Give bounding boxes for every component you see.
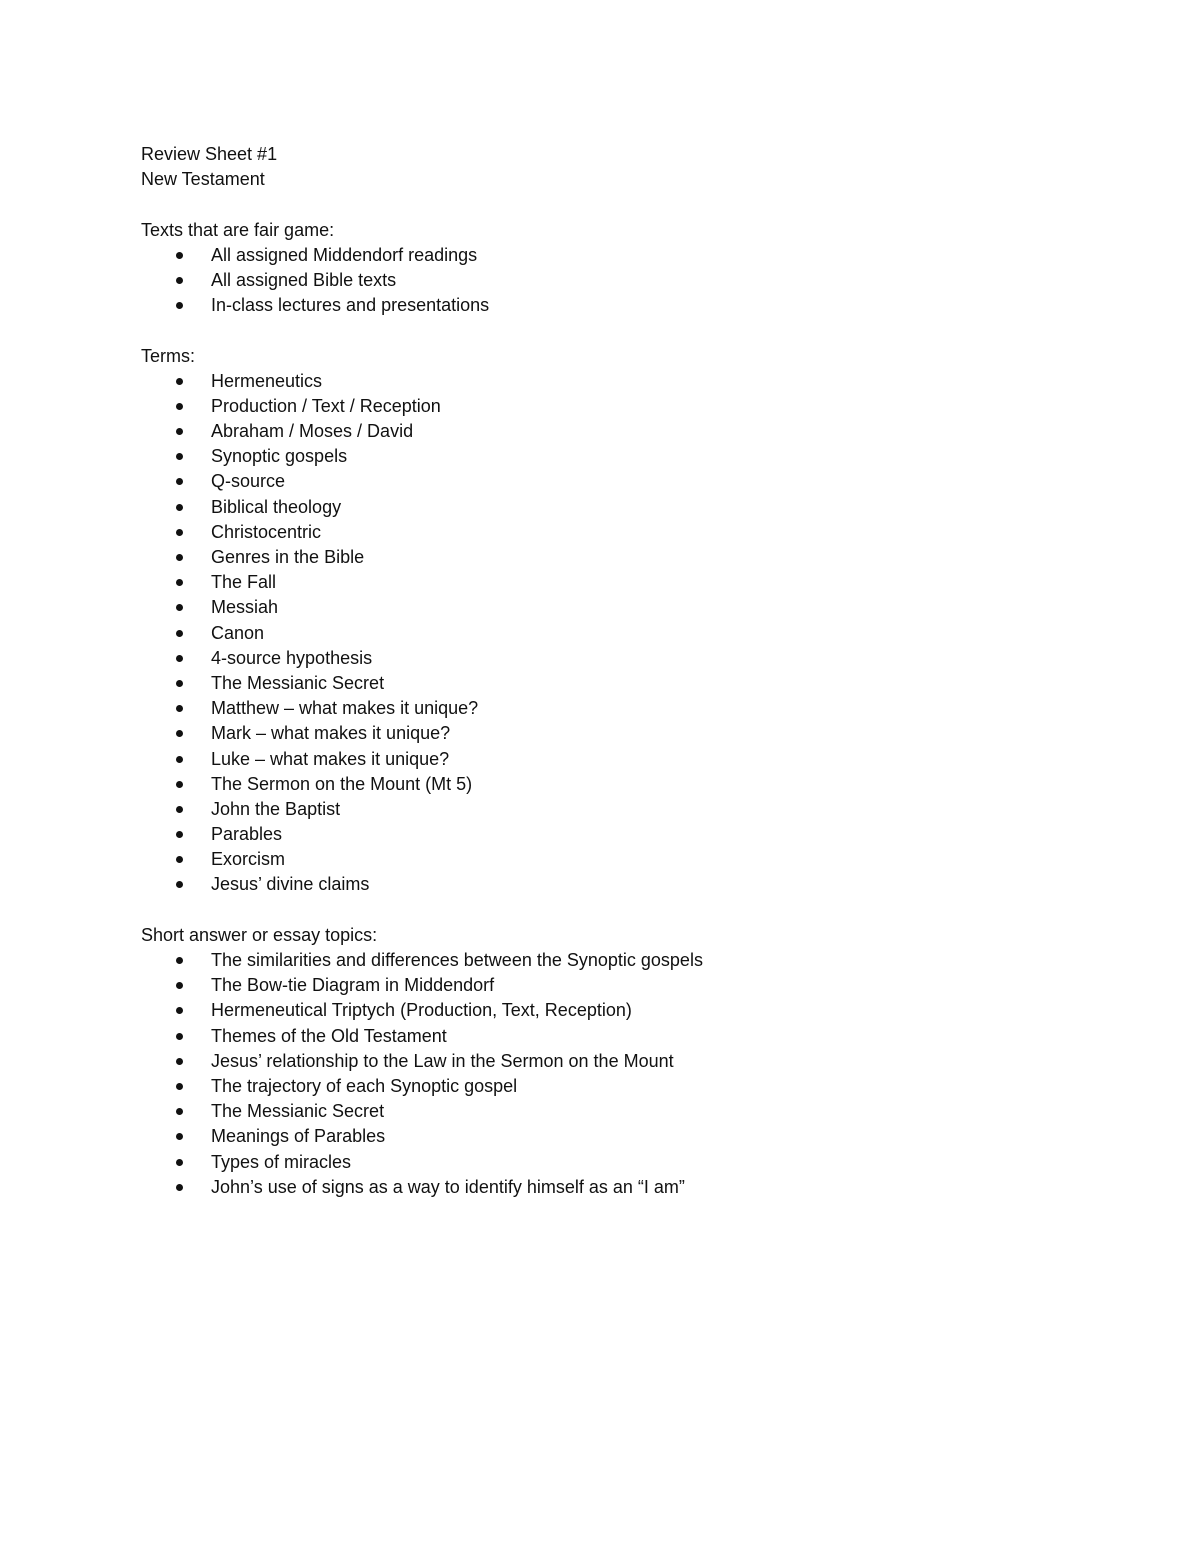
list-item-text: Hermeneutics	[211, 370, 323, 391]
bullet-icon	[176, 1184, 183, 1191]
list-item	[141, 822, 1121, 847]
bullet-icon	[176, 428, 183, 435]
list-item-text: Parables	[211, 824, 283, 845]
list-item-text: The trajectory of each Synoptic gospel	[211, 1075, 518, 1096]
bullet-icon	[176, 403, 183, 410]
list-item-text: Genres in the Bible	[211, 547, 365, 567]
bullet-icon	[176, 554, 183, 561]
list-item-text: Exorcism	[211, 849, 286, 870]
list-item	[141, 243, 1121, 268]
list-item-text: Mark – what makes it unique?	[211, 723, 451, 744]
list-item-text: All assigned Middendorf readings	[211, 244, 478, 265]
list-item	[141, 570, 1121, 595]
list-item	[141, 419, 1121, 444]
list-item	[141, 520, 1121, 545]
list-item	[141, 1124, 1121, 1149]
bullet-icon	[176, 504, 183, 511]
section-spacer	[141, 192, 1121, 217]
list-item-text: Biblical theology	[211, 496, 342, 517]
list-item	[141, 721, 1121, 746]
bullet-icon	[176, 982, 183, 989]
bullet-icon	[176, 680, 183, 687]
list-item	[141, 973, 1121, 998]
bullet-icon	[176, 302, 183, 309]
list-item-text: Luke – what makes it unique?	[211, 748, 450, 769]
list-item	[141, 1024, 1121, 1049]
bullet-list	[141, 243, 1121, 319]
bullet-icon	[176, 1033, 183, 1040]
bullet-icon	[176, 856, 183, 863]
bullet-icon	[176, 453, 183, 460]
list-item-text: Canon	[211, 622, 265, 643]
list-item	[141, 646, 1121, 671]
list-item	[141, 545, 1121, 570]
list-item	[141, 268, 1121, 293]
list-item	[141, 621, 1121, 646]
list-item	[141, 495, 1121, 520]
bullet-icon	[176, 756, 183, 763]
list-item	[141, 671, 1121, 696]
bullet-icon	[176, 630, 183, 637]
bullet-icon	[176, 1159, 183, 1166]
list-item-text: All assigned Bible texts	[211, 269, 397, 290]
list-item	[141, 444, 1121, 469]
bullet-icon	[176, 604, 183, 611]
list-item-text: Types of miracles	[211, 1151, 352, 1172]
bullet-icon	[176, 705, 183, 712]
list-item-text: Q-source	[211, 471, 286, 492]
bullet-icon	[176, 781, 183, 788]
list-item-text: Matthew – what makes it unique?	[211, 698, 479, 719]
bullet-icon	[176, 730, 183, 737]
document-body	[141, 142, 1121, 1200]
section-heading: Short answer or essay topics:	[141, 924, 378, 945]
list-item	[141, 696, 1121, 721]
list-item	[141, 394, 1121, 419]
bullet-icon	[176, 881, 183, 888]
list-item	[141, 469, 1121, 494]
list-item-text: The Messianic Secret	[211, 1101, 385, 1122]
list-item-text: Production / Text / Reception	[211, 395, 441, 416]
list-item	[141, 772, 1121, 797]
section-heading: Texts that are fair game:	[141, 219, 335, 240]
list-item-text: The similarities and differences between the Synoptic gospels	[211, 950, 703, 970]
bullet-icon	[176, 957, 183, 964]
list-item-text: Messiah	[211, 597, 279, 618]
bullet-icon	[176, 529, 183, 536]
bullet-icon	[176, 1108, 183, 1115]
bullet-icon	[176, 252, 183, 259]
list-item-text: Meanings of Parables	[211, 1126, 386, 1147]
bullet-icon	[176, 655, 183, 662]
list-item-text: The Sermon on the Mount (Mt 5)	[211, 773, 473, 794]
list-item	[141, 1049, 1121, 1074]
list-item	[141, 595, 1121, 620]
list-item-text: 4-source hypothesis	[211, 647, 373, 668]
bullet-list	[141, 369, 1121, 898]
list-item	[141, 797, 1121, 822]
list-item	[141, 872, 1121, 897]
list-item-text: Abraham / Moses / David	[211, 421, 414, 442]
list-item	[141, 747, 1121, 772]
list-item-text: The Bow-tie Diagram in Middendorf	[211, 975, 495, 996]
list-item	[141, 1099, 1121, 1124]
list-item-text: The Fall	[211, 572, 277, 593]
bullet-icon	[176, 1007, 183, 1014]
bullet-icon	[176, 1133, 183, 1140]
list-item-text: In-class lectures and presentations	[211, 295, 490, 316]
bullet-list	[141, 948, 1121, 1200]
list-item-text: John’s use of signs as a way to identify himself as an “I am”	[211, 1176, 685, 1197]
list-item	[141, 293, 1121, 318]
section-heading: Terms:	[141, 345, 195, 366]
list-item	[141, 948, 1121, 973]
list-item	[141, 847, 1121, 872]
list-item	[141, 1175, 1121, 1200]
bullet-icon	[176, 806, 183, 813]
list-item-text: Hermeneutical Triptych (Production, Text, Reception)	[211, 1000, 632, 1021]
section-spacer	[141, 898, 1121, 923]
list-item-text: Jesus’ relationship to the Law in the Sermon on the Mount	[211, 1050, 674, 1071]
list-item-text: Christocentric	[211, 521, 322, 542]
list-item	[141, 369, 1121, 394]
list-item	[141, 998, 1121, 1023]
section-spacer	[141, 318, 1121, 343]
list-item-text: John the Baptist	[211, 798, 341, 819]
list-item-text: Jesus’ divine claims	[211, 874, 370, 895]
bullet-icon	[176, 277, 183, 284]
sections-container	[141, 192, 1121, 1200]
list-item	[141, 1074, 1121, 1099]
list-item	[141, 1150, 1121, 1175]
bullet-icon	[176, 579, 183, 586]
bullet-icon	[176, 831, 183, 838]
list-item-text: Synoptic gospels	[211, 446, 348, 467]
bullet-icon	[176, 1058, 183, 1065]
bullet-icon	[176, 378, 183, 385]
document-subtitle: New Testament	[141, 169, 265, 190]
list-item-text: The Messianic Secret	[211, 672, 385, 693]
bullet-icon	[176, 478, 183, 485]
list-item-text: Themes of the Old Testament	[211, 1025, 447, 1046]
bullet-icon	[176, 1083, 183, 1090]
document-title: Review Sheet #1	[141, 144, 278, 164]
